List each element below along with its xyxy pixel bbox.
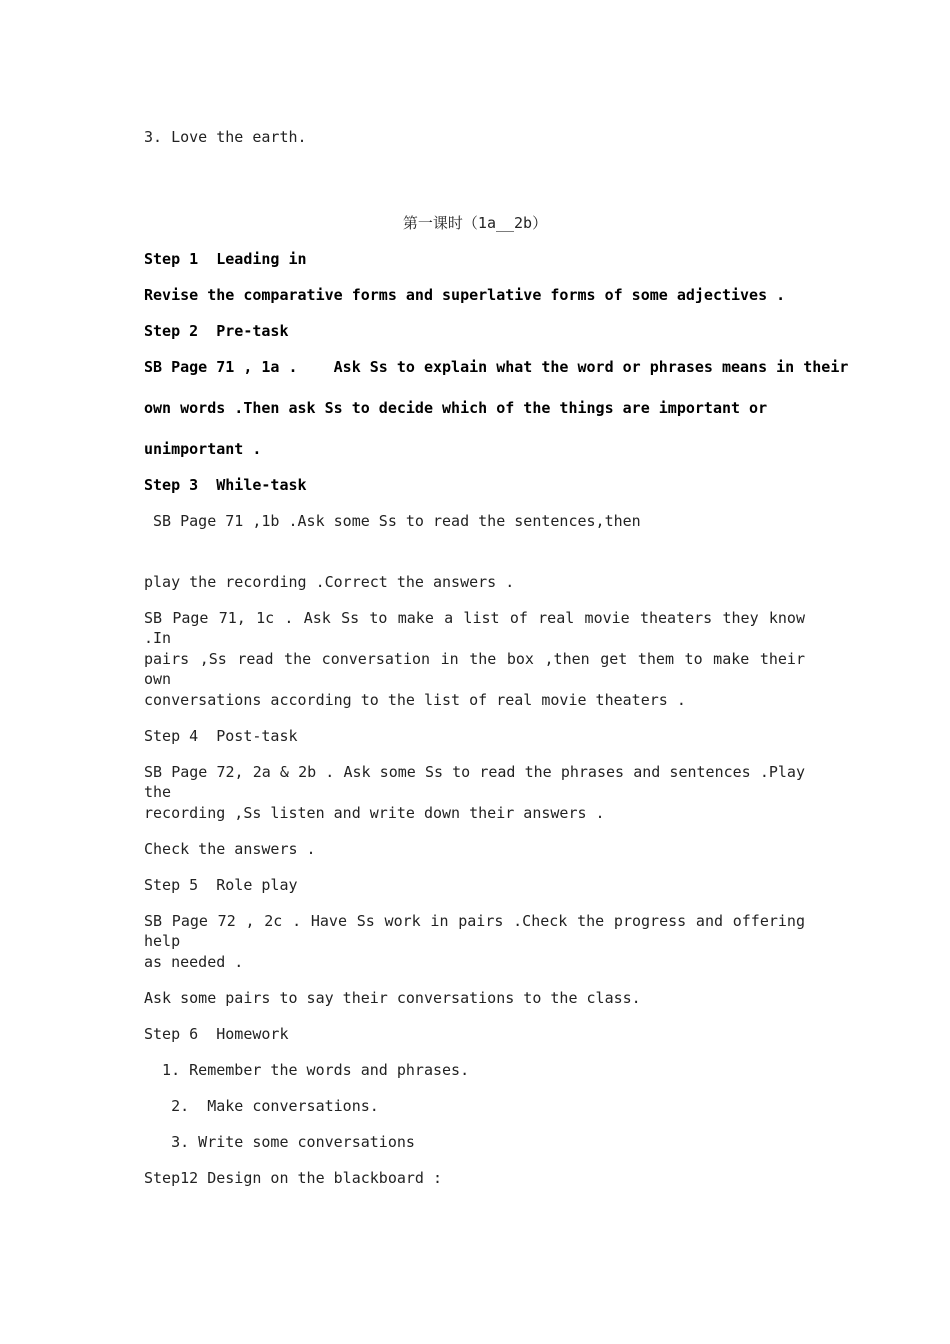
step-5-text-line-1: SB Page 72 , 2c . Have Ss work in pairs .Check the progress and offering help [144,912,805,950]
step-3-text-line-1: SB Page 71 ,1b .Ask some Ss to read the sentences,then [144,512,641,530]
step-3-heading: Step 3 While-task [144,476,307,494]
step-12-heading: Step12 Design on the blackboard : [144,1169,443,1187]
step-2-text-line-1: SB Page 71 , 1a . Ask Ss to explain what the word or phrases means in their [144,358,849,376]
step-2-text-line-2: own words .Then ask Ss to decide which of the things are important or [144,399,768,417]
step-3-text-line-2: play the recording .Correct the answers . [144,573,515,591]
step-4-text-line-3: Check the answers . [144,840,316,858]
step-1-heading: Step 1 Leading in [144,250,307,268]
step-3-text-line-4: pairs ,Ss read the conversation in the box ,then get them to make their own [144,650,805,688]
step-5-text-line-2: as needed . [144,953,244,971]
step-3-text-line-3: SB Page 71, 1c . Ask Ss to make a list of real movie theaters they know .In [144,609,805,647]
homework-item-2: 2. Make conversations. [144,1097,379,1115]
step-2-text-line-3: unimportant . [144,440,262,458]
step-5-heading: Step 5 Role play [144,876,298,894]
homework-item-3: 3. Write some conversations [144,1133,415,1151]
lesson-title: 第一课时（1a__2b） [402,214,548,232]
homework-item-1: 1. Remember the words and phrases. [144,1061,470,1079]
step-2-heading: Step 2 Pre-task [144,322,289,340]
step-3-text-line-5: conversations according to the list of real movie theaters . [144,691,686,709]
goal-item-3: 3. Love the earth. [144,128,307,146]
step-1-text: Revise the comparative forms and superlative forms of some adjectives . [144,286,786,304]
step-4-heading: Step 4 Post-task [144,727,298,745]
step-5-text-line-3: Ask some pairs to say their conversations to the class. [144,989,641,1007]
step-6-heading: Step 6 Homework [144,1025,289,1043]
step-4-text-line-1: SB Page 72, 2a & 2b . Ask some Ss to read the phrases and sentences .Play the [144,763,805,801]
step-4-text-line-2: recording ,Ss listen and write down their answers . [144,804,605,822]
